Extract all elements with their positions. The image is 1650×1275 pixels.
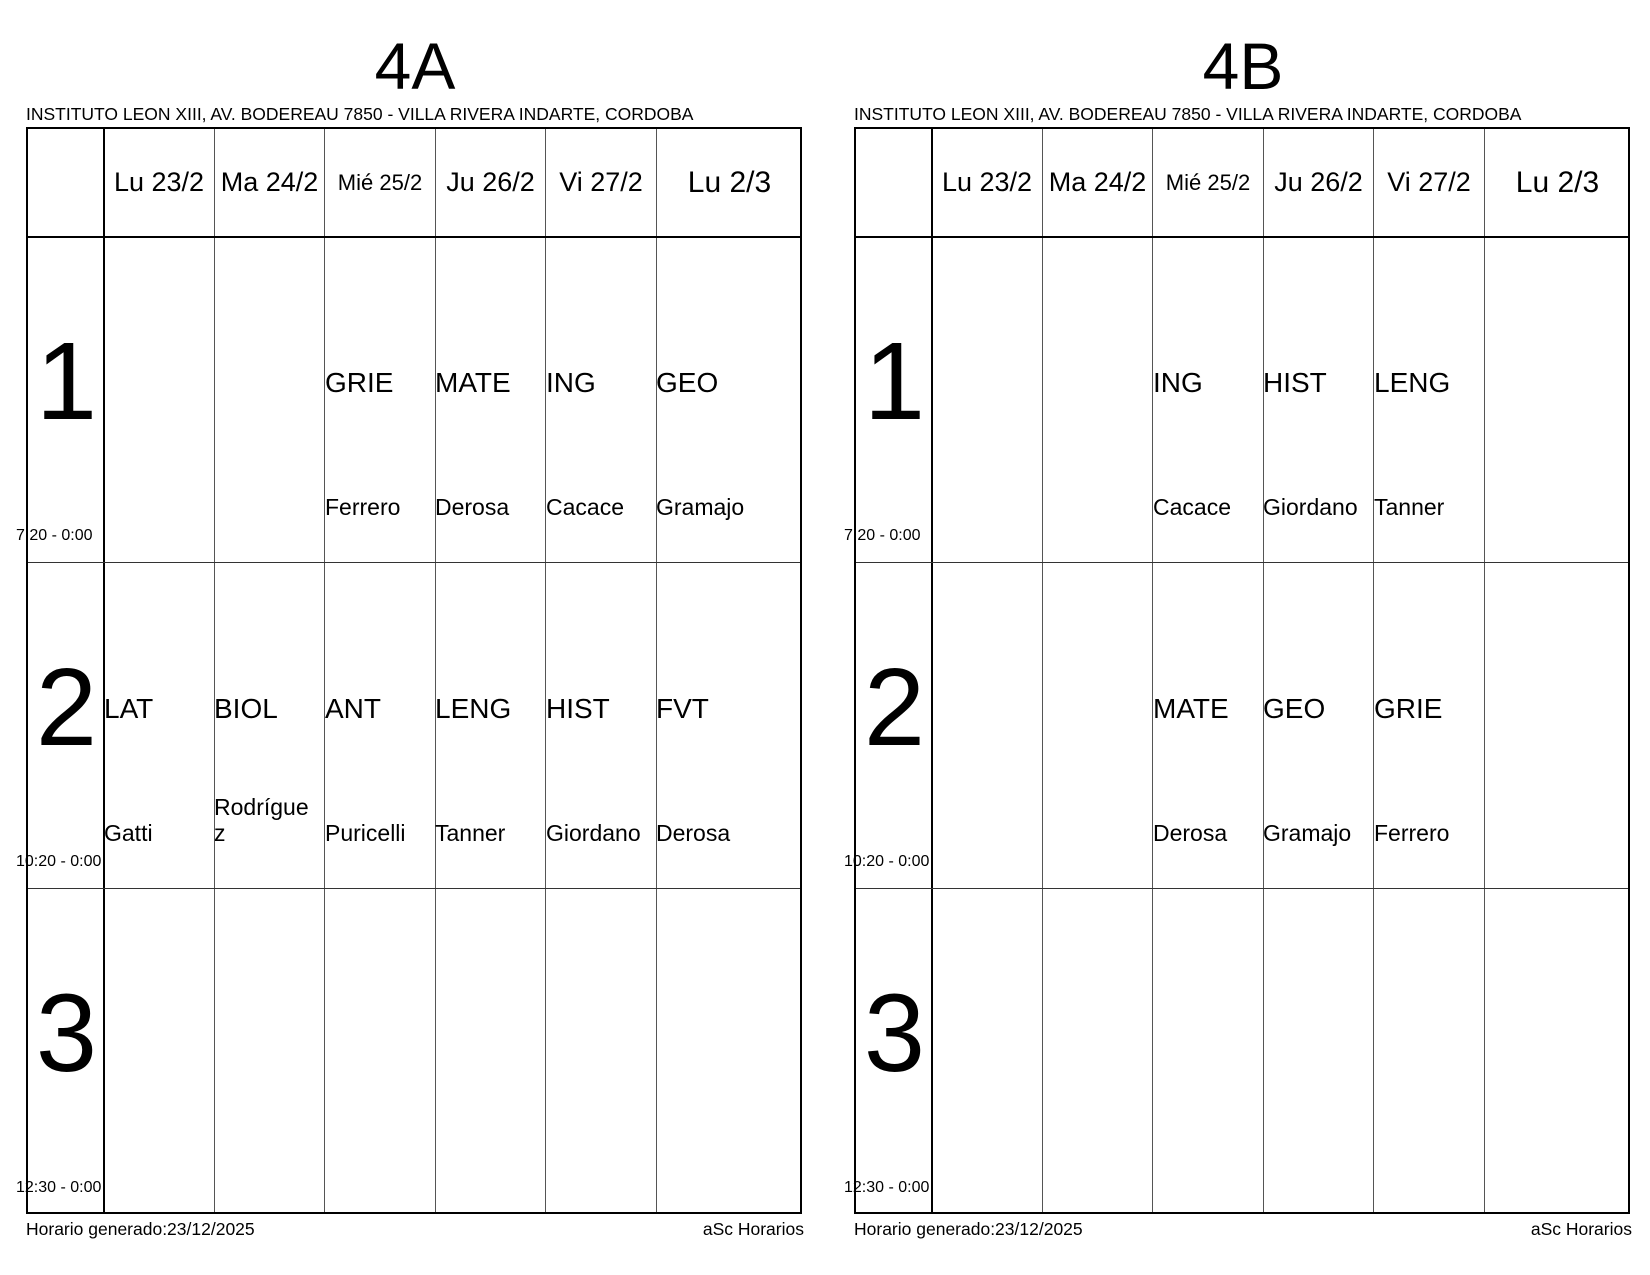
lesson-subject: LAT	[104, 693, 154, 724]
period-number: 1	[35, 320, 98, 443]
day-header: Mié 25/2	[337, 170, 423, 195]
grid-line	[1152, 129, 1153, 1212]
day-header: Vi 27/2	[1387, 167, 1471, 197]
grid-line	[28, 236, 800, 238]
timetable-grid	[844, 127, 1630, 1214]
lesson-subject: ING	[546, 367, 596, 398]
lesson-subject: MATE	[1153, 693, 1229, 724]
lesson-subject: LENG	[1374, 367, 1451, 398]
day-header: Lu 2/3	[1515, 166, 1600, 199]
grid-line	[324, 129, 325, 1212]
grid-line	[1263, 129, 1264, 1212]
lesson-teacher: Giordano	[546, 820, 641, 846]
grid-line	[28, 562, 800, 563]
lesson-teacher: Derosa	[435, 494, 510, 520]
day-header: Ju 26/2	[446, 167, 535, 197]
day-header: Lu 23/2	[941, 167, 1033, 197]
lesson-subject: FVT	[656, 693, 709, 724]
lesson-teacher: Ferrero	[1374, 820, 1450, 846]
grid-line	[856, 562, 1628, 563]
lesson-subject: ANT	[325, 693, 381, 724]
class-title: 4B	[1202, 29, 1284, 103]
day-header: Lu 23/2	[113, 167, 205, 197]
lesson-subject: BIOL	[214, 693, 278, 724]
lesson-teacher: Derosa	[656, 820, 731, 846]
period-time: 12:30 - 0:00	[16, 1179, 102, 1196]
timetable-4b	[844, 0, 1632, 1275]
period-time: 7:20 - 0:00	[16, 527, 93, 544]
grid-line	[1042, 129, 1043, 1212]
period-number: 2	[35, 646, 98, 769]
lesson-teacher: Cacace	[546, 494, 624, 520]
period-number: 1	[863, 320, 926, 443]
lesson-subject: GRIE	[325, 367, 394, 398]
day-header: Vi 27/2	[559, 167, 643, 197]
day-header: Lu 2/3	[687, 166, 772, 199]
lesson-subject: ING	[1153, 367, 1203, 398]
lesson-teacher: Tanner	[435, 820, 506, 846]
lesson-subject: GRIE	[1374, 693, 1443, 724]
grid-line	[545, 129, 546, 1212]
grid-line	[656, 129, 657, 1212]
lesson-teacher: Giordano	[1263, 494, 1358, 520]
day-header: Ma 24/2	[220, 167, 319, 197]
generated-date: Horario generado:23/12/2025	[854, 1219, 1083, 1239]
grid-line	[856, 236, 1628, 238]
lesson-teacher: Cacace	[1153, 494, 1231, 520]
day-header: Ju 26/2	[1274, 167, 1363, 197]
footer-brand: aSc Horarios	[702, 1219, 804, 1239]
lesson-teacher: Derosa	[1153, 820, 1228, 846]
school-header: INSTITUTO LEON XIII, AV. BODEREAU 7850 - VILLA RIVERA INDARTE, CORDOBA	[26, 104, 694, 124]
timetable-4a	[16, 0, 804, 1275]
day-header: Mié 25/2	[1165, 170, 1251, 195]
lesson-teacher: Rodríguez	[214, 794, 309, 846]
grid-line	[214, 129, 215, 1212]
period-number: 3	[863, 972, 926, 1095]
grid-line	[435, 129, 436, 1212]
timetable-grid	[16, 127, 802, 1214]
lesson-teacher: Gatti	[104, 820, 153, 846]
lesson-teacher: Ferrero	[325, 494, 401, 520]
period-time: 12:30 - 0:00	[844, 1179, 930, 1196]
generated-date: Horario generado:23/12/2025	[26, 1219, 255, 1239]
lesson-teacher: Puricelli	[325, 820, 406, 846]
lesson-subject: MATE	[435, 367, 511, 398]
period-time: 10:20 - 0:00	[16, 853, 102, 870]
lesson-subject: HIST	[1263, 367, 1327, 398]
lesson-subject: HIST	[546, 693, 610, 724]
school-header: INSTITUTO LEON XIII, AV. BODEREAU 7850 - VILLA RIVERA INDARTE, CORDOBA	[854, 104, 1522, 124]
lesson-subject: GEO	[656, 367, 719, 398]
lesson-teacher: Gramajo	[656, 494, 745, 520]
lesson-teacher: Tanner	[1374, 494, 1445, 520]
day-header: Ma 24/2	[1048, 167, 1147, 197]
period-time: 7:20 - 0:00	[844, 527, 921, 544]
class-title: 4A	[374, 29, 456, 103]
grid-line	[856, 888, 1628, 889]
grid-line	[1373, 129, 1374, 1212]
lesson-teacher: Gramajo	[1263, 820, 1352, 846]
lesson-subject: GEO	[1263, 693, 1326, 724]
footer-brand: aSc Horarios	[1530, 1219, 1632, 1239]
lesson-subject: LENG	[435, 693, 512, 724]
grid-line	[1484, 129, 1485, 1212]
period-number: 2	[863, 646, 926, 769]
period-time: 10:20 - 0:00	[844, 853, 930, 870]
period-number: 3	[35, 972, 98, 1095]
grid-line	[28, 888, 800, 889]
